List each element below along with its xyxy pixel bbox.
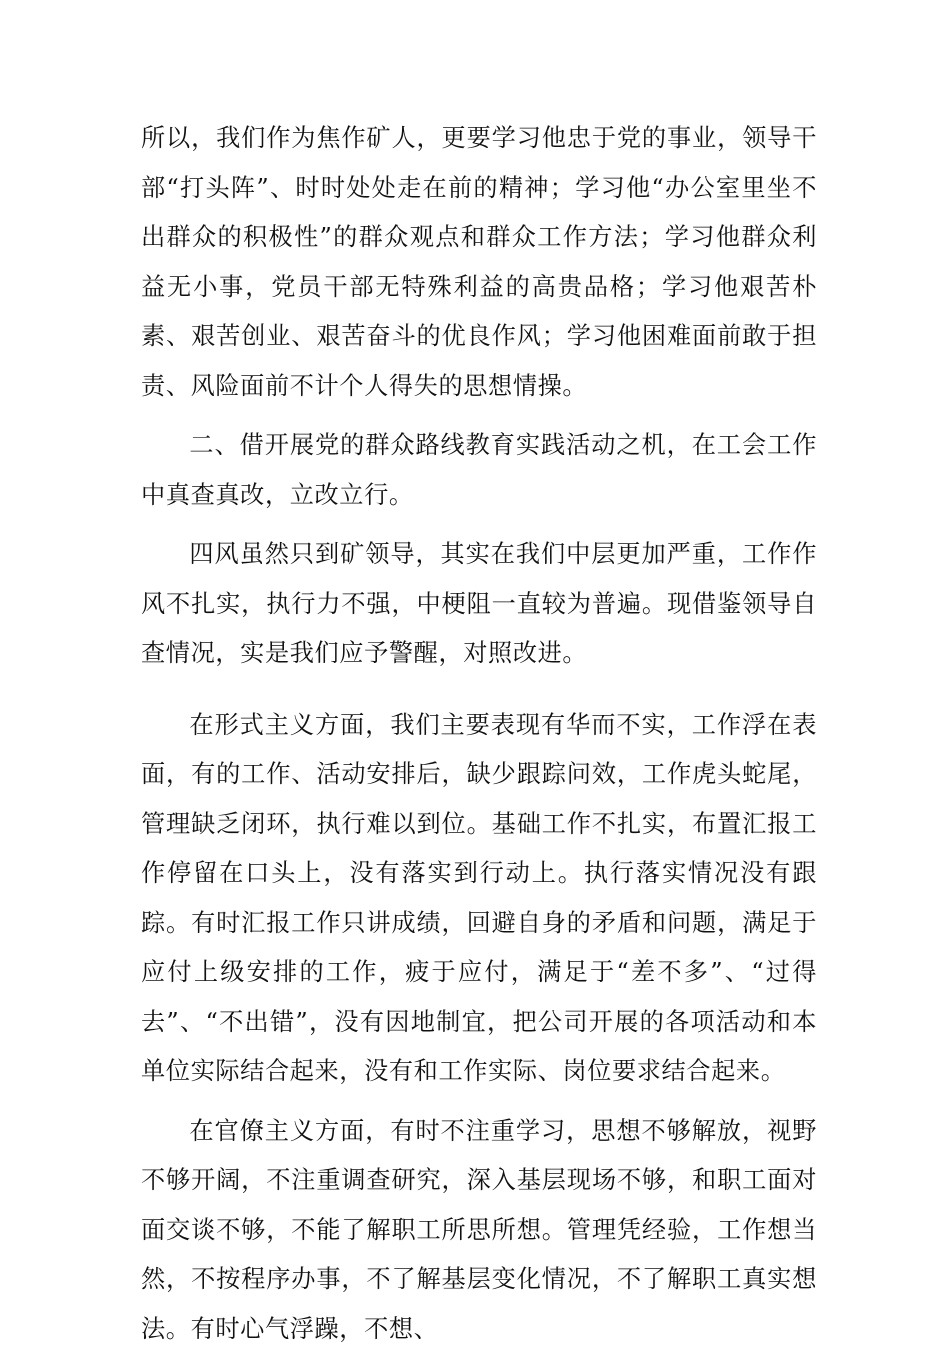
- paragraph-bureaucratism: 在官僚主义方面，有时不注重学习，思想不够解放，视野不够开阔，不注重调查研究，深入基层现场不够，和职工面对面交谈不够，不能了解职工所思所想。管理凭经验，工作想当然，不按程序办事，不了解基层变化情况，不了解职工真实想法。有时心气浮躁，不想、: [141, 1107, 817, 1354]
- paragraph-four-winds: 四风虽然只到矿领导，其实在我们中层更加严重，工作作风不扎实，执行力不强，中梗阻一直较为普遍。现借鉴领导自查情况，实是我们应予警醒，对照改进。: [141, 530, 817, 679]
- section-heading-two: 二、借开展党的群众路线教育实践活动之机，在工会工作中真查真改，立改立行。: [141, 421, 817, 520]
- paragraph-continuation: 所以，我们作为焦作矿人，更要学习他忠于党的事业，领导干部“打头阵”、时时处处走在前的精神；学习他“办公室里坐不出群众的积极性”的群众观点和群众工作方法；学习他群众利益无小事，党员干部无特殊利益的高贵品格；学习他艰苦朴素、艰苦创业、艰苦奋斗的优良作风；学习他困难面前敢于担责、风险面前不计个人得失的思想情操。: [141, 114, 817, 411]
- document-body: [141, 114, 817, 1354]
- paragraph-formalism: 在形式主义方面，我们主要表现有华而不实，工作浮在表面，有的工作、活动安排后，缺少跟踪问效，工作虎头蛇尾，管理缺乏闭环，执行难以到位。基础工作不扎实，布置汇报工作停留在口头上，没有落实到行动上。执行落实情况没有跟踪。有时汇报工作只讲成绩，回避自身的矛盾和问题，满足于应付上级安排的工作，疲于应付，满足于“差不多”、“过得去”、“不出错”，没有因地制宜，把公司开展的各项活动和本单位实际结合起来，没有和工作实际、岗位要求结合起来。: [141, 701, 817, 1097]
